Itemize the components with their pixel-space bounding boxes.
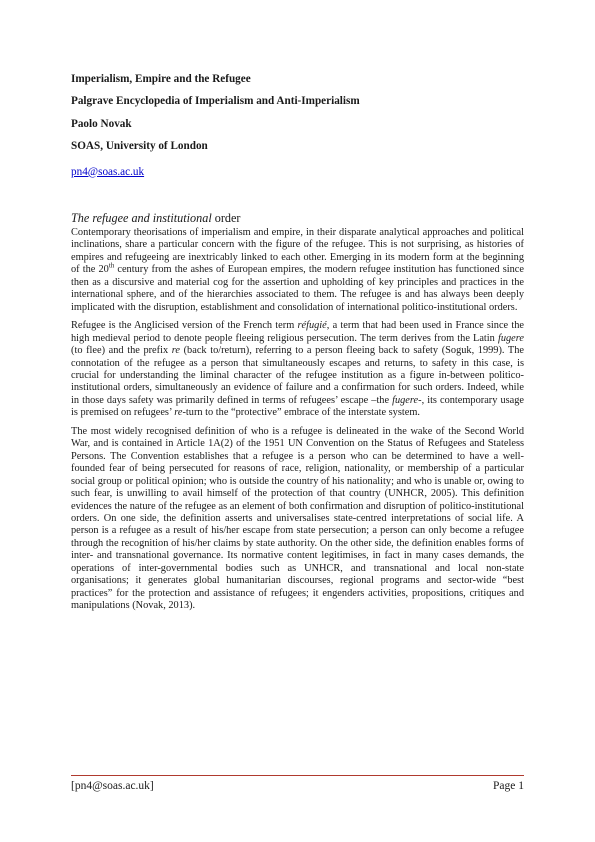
footer-email: [pn4@soas.ac.uk] bbox=[71, 780, 154, 792]
term-re: re bbox=[171, 345, 180, 357]
paragraph-2-part-b: , a term that had been used in France since the high medieval period to denote people fleeing religious persecution. The term derives from the Latin bbox=[71, 320, 524, 344]
page-number: Page 1 bbox=[493, 780, 524, 792]
section-heading bbox=[71, 211, 240, 226]
author-name: Paolo Novak bbox=[71, 117, 132, 130]
body-text bbox=[71, 227, 524, 619]
publication-name: Palgrave Encyclopedia of Imperialism and Anti-Imperialism bbox=[71, 95, 360, 108]
term-fugere: fugere bbox=[497, 332, 524, 344]
section-heading-italic: The refugee and institutional bbox=[71, 211, 212, 225]
author-affiliation: SOAS, University of London bbox=[71, 140, 208, 153]
term-fugere-2: fugere bbox=[392, 394, 419, 406]
paragraph-2-part-f: -turn to the “protective” embrace of the interstate system. bbox=[182, 407, 420, 419]
paragraph-2-part-d: (back to/return), referring to a person fleeing back to safety (Soguk, 1999). The connotation of the refugee as a person that simultaneously escapes and returns, to safety in this case, is crucial for understanding the liminal character of the refugee institution as a figure in-between politico-institutional orders, simultaneously an evidence of failure and a confirmation for such orders. Indeed, while in those days safety was primarily defined in terms of refugees’ escape –the bbox=[71, 345, 525, 406]
paragraph-1-part-a: Contemporary theorisations of imperialism and empire, in their disparate analytical approaches and political inclinations, share a particular concern with the figure of the refugee. This is not surprising, as histories of empires and refugeeing are inextricably linked to each other. Emerging in its modern form at the beginning of the 20 bbox=[71, 227, 524, 276]
document-header bbox=[71, 72, 531, 180]
paragraph-3: The most widely recognised definition of who is a refugee is delineated in the wake of the Second World War, and is contained in Article 1A(2) of the 1951 UN Convention on the Status of Refugees and Stateless Persons. The Convention establishes that a refugee is a person who can be determined to have a well-founded fear of being persecuted for reasons of race, religion, nationality, or membership of a particular social group or political opinion; who is outside the country of his nationality; and who is unable or, owing to such fear, is unwilling to avail himself of the protection of that country (UNHCR, 2005). This definition evidences the nature of the refugee as an element of both confirmation and disruption of politico-institutional orders. On one side, the definition asserts and universalises state-centred interpretations of social life. A person is a refugee as a result of his/her escape from state persecution; a person can only become a refugee through the recognition of his/her claims by state authority. On the other side, the definition enables forms of inter- and transnational governance. Its normative content legitimises, in fact in many cases demands, the operations of inter-governmental bodies such as UNHCR, and transnational and local non-state organisations; it generates global humanitarian discourses, regional programs and sector-wide “best practices” for the protection and assistance of refugees; it engenders activities, propositions, critiques and manipulations (Novak, 2013). bbox=[71, 425, 524, 612]
paragraph-1 bbox=[71, 227, 524, 314]
section-heading-plain: order bbox=[211, 211, 241, 225]
footer-divider bbox=[71, 775, 524, 776]
paragraph-2-part-e: -, its contemporary usage is premised on refugees’ bbox=[71, 394, 524, 419]
paragraph-1-part-b: century from the ashes of European empires, the modern refugee institution has functioned since then as a discursive and material cog for the assertion and upholding of key principles and practices in the international sphere, and of the hierarchies associated to them. The refugee is and has always been deeply implicated with the disruption, establishment and consolidation of international politico-institutional orders. bbox=[71, 264, 524, 313]
paragraph-2 bbox=[71, 320, 524, 420]
paragraph-2-part-a: Refugee is the Anglicised version of the French term bbox=[71, 320, 298, 332]
superscript-th: th bbox=[108, 261, 115, 270]
author-email-link[interactable]: pn4@soas.ac.uk bbox=[71, 165, 145, 178]
term-refugie: réfugié bbox=[297, 320, 327, 332]
term-re-2: re bbox=[174, 407, 183, 419]
paragraph-2-part-c: (to flee) and the prefix bbox=[71, 345, 172, 357]
document-title: Imperialism, Empire and the Refugee bbox=[71, 73, 251, 85]
